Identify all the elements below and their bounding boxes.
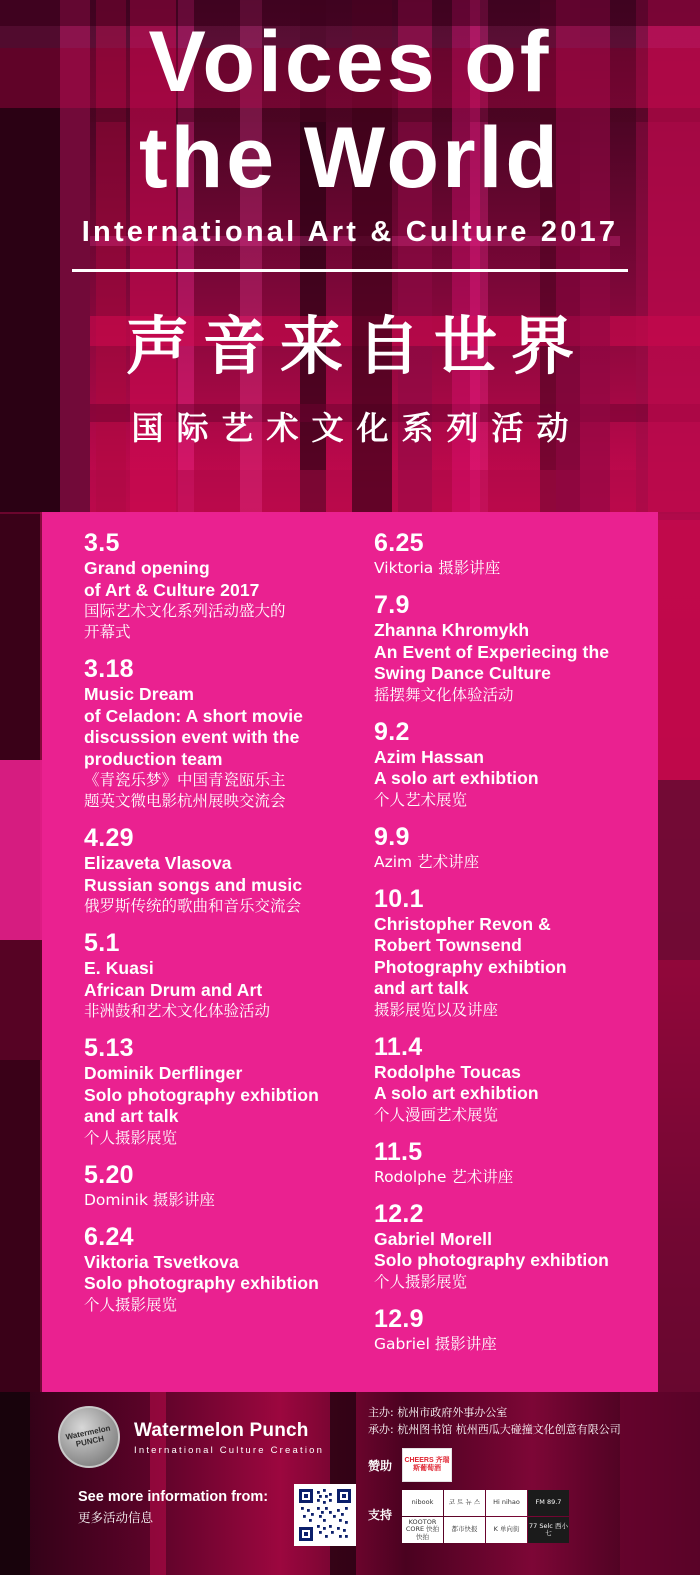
- event-title-en: Elizaveta Vlasova: [84, 853, 232, 873]
- schedule-event: [374, 717, 640, 811]
- event-date: 4.29: [84, 824, 134, 852]
- event-title-en: Grand opening: [84, 558, 210, 578]
- event-title-cn: 俄罗斯传统的歌曲和音乐交流会: [84, 897, 302, 915]
- event-title-cn: 个人摄影展览: [84, 1128, 178, 1147]
- event-title-cn: Azim 艺术讲座: [374, 852, 480, 871]
- event-title-en: Swing Dance Culture: [374, 663, 551, 683]
- support-logo: FM 89.7: [528, 1490, 569, 1516]
- event-title-en: E. Kuasi: [84, 958, 154, 978]
- qr-code-icon: [297, 1487, 353, 1543]
- event-title-cn: 开幕式: [84, 623, 131, 641]
- event-date: 3.5: [84, 529, 120, 557]
- see-more-en: See more information from:: [78, 1489, 269, 1505]
- support-logo: Hi nihao: [486, 1490, 527, 1516]
- event-title-en: Azim Hassan: [374, 746, 485, 767]
- brand-tagline: International Culture Creation: [134, 1445, 325, 1456]
- schedule-event: [84, 1033, 330, 1149]
- footer-credits-block: [368, 1404, 688, 1543]
- event-title-en: production team: [84, 748, 223, 769]
- event-date: 6.24: [84, 1222, 134, 1251]
- event-title-en: Dominik Derflinger: [84, 1063, 243, 1083]
- event-title-en: A solo art exhibtion: [374, 1083, 539, 1103]
- watermelon-punch-logo-icon: [58, 1406, 120, 1468]
- event-title-en: Photography exhibtion: [374, 956, 567, 977]
- sponsor-row: [368, 1448, 688, 1482]
- support-logo-grid: [402, 1490, 569, 1543]
- event-date: 12.9: [374, 1304, 424, 1333]
- sponsor-logo-cheers: [402, 1448, 452, 1482]
- event-date: 5.20: [84, 1160, 134, 1189]
- support-logo: K 单向街: [486, 1517, 527, 1543]
- bg-band: [658, 780, 700, 960]
- event-title-en: discussion event with the: [84, 727, 300, 747]
- schedule-event: [84, 1160, 330, 1211]
- event-title-cn: Rodolphe 艺术讲座: [374, 1167, 514, 1186]
- schedule-column-right: [350, 512, 658, 1392]
- event-title-cn: 个人漫画艺术展览: [374, 1105, 499, 1124]
- event-title-cn: 《青瓷乐梦》中国青瓷瓯乐主: [84, 771, 286, 789]
- poster-title-cn: 声音来自世界: [126, 310, 588, 383]
- schedule-panel: [42, 512, 658, 1392]
- schedule-event: [84, 1222, 330, 1316]
- event-title-cn: 题英文微电影杭州展映交流会: [84, 792, 286, 810]
- schedule-event: [374, 528, 640, 579]
- event-title-cn: Dominik 摄影讲座: [84, 1190, 215, 1209]
- event-title-en: and art talk: [374, 978, 469, 998]
- event-title-cn: Viktoria 摄影讲座: [374, 559, 501, 577]
- event-title-en: Robert Townsend: [374, 935, 522, 955]
- event-title-en: Solo photography exhibtion: [84, 1084, 319, 1105]
- support-label: 支持: [368, 1508, 393, 1522]
- bg-band: [0, 940, 42, 1060]
- schedule-event: [374, 1199, 640, 1293]
- footer-stripe: [0, 1392, 30, 1575]
- schedule-event: [374, 1032, 640, 1126]
- event-date: 6.25: [374, 529, 424, 557]
- schedule-column-left: [42, 512, 350, 1392]
- divider-rule: [72, 269, 628, 272]
- poster-title-line1: Voices of: [148, 14, 552, 110]
- support-logo: 77 Selc 西小七: [528, 1517, 569, 1543]
- sponsor-label: 赞助: [368, 1458, 393, 1473]
- qr-code[interactable]: [294, 1484, 356, 1546]
- schedule-event: [374, 884, 640, 1021]
- bg-band: [0, 760, 42, 940]
- event-title-en: An Event of Experiecing the: [374, 641, 610, 662]
- schedule-event: [84, 823, 330, 917]
- schedule-event: [374, 1137, 640, 1188]
- support-row: [368, 1490, 688, 1543]
- event-date: 11.4: [374, 1032, 423, 1061]
- event-title-en: A solo art exhibtion: [374, 768, 539, 788]
- event-title-cn: 摇摆舞文化体验活动: [374, 685, 514, 704]
- schedule-event: [374, 1304, 640, 1355]
- event-title-en: Zhanna Khromykh: [374, 620, 530, 640]
- event-date: 12.2: [374, 1199, 424, 1228]
- logo-badge-text: Watermelon PUNCH: [64, 1423, 112, 1449]
- support-logo: 都市快报: [444, 1517, 485, 1543]
- see-more-cn: 更多活动信息: [78, 1510, 154, 1525]
- see-more-block: [78, 1488, 278, 1526]
- support-logo: nibook: [402, 1490, 443, 1516]
- host-line: 承办: 杭州图书馆 杭州西瓜大碰撞文化创意有限公司: [368, 1423, 621, 1436]
- event-date: 9.9: [374, 822, 410, 851]
- event-title-en: Gabriel Morell: [374, 1228, 493, 1249]
- event-title-en: Christopher Revon &: [374, 913, 551, 934]
- support-logo: 코 트 뉴 스: [444, 1490, 485, 1516]
- event-title-en: Solo photography exhibtion: [374, 1250, 609, 1270]
- schedule-event: [374, 822, 640, 873]
- event-title-en: African Drum and Art: [84, 979, 263, 1000]
- support-logo: KOOTOR CORE 快拍快拍: [402, 1517, 443, 1543]
- poster-footer: [0, 1392, 700, 1575]
- event-title-en: and art talk: [84, 1106, 179, 1126]
- schedule-event: [84, 928, 330, 1022]
- event-title-cn: 个人艺术展览: [374, 790, 468, 809]
- event-title-en: Music Dream: [84, 684, 195, 704]
- event-date: 10.1: [374, 884, 424, 913]
- brand-block: [134, 1420, 324, 1456]
- poster-header: [0, 0, 700, 512]
- event-title-cn: 个人摄影展览: [374, 1272, 468, 1291]
- poster-subtitle-cn: 国际艺术文化系列活动: [131, 409, 582, 447]
- poster-subtitle-en: International Art & Culture 2017: [81, 216, 619, 248]
- event-title-en: of Art & Culture 2017: [84, 579, 260, 600]
- schedule-event: [84, 528, 330, 643]
- event-date: 11.5: [374, 1137, 423, 1166]
- poster-title-line2: the World: [139, 110, 561, 206]
- event-title-cn: 个人摄影展览: [84, 1295, 178, 1314]
- schedule-event: [374, 590, 640, 706]
- event-title-en: Russian songs and music: [84, 874, 303, 895]
- schedule-event: [84, 654, 330, 812]
- event-title-en: Rodolphe Toucas: [374, 1061, 522, 1082]
- brand-name: Watermelon Punch: [134, 1420, 309, 1441]
- event-title-cn: 国际艺术文化系列活动盛大的: [84, 602, 286, 620]
- event-date: 5.13: [84, 1034, 134, 1062]
- event-title-en: of Celadon: A short movie: [84, 705, 303, 726]
- bg-band: [658, 520, 700, 780]
- event-date: 5.1: [84, 929, 120, 957]
- event-date: 3.18: [84, 655, 134, 683]
- event-title-en: Solo photography exhibtion: [84, 1273, 319, 1293]
- sponsor-logo-text: CHEERS 齐瑞斯葡萄酒: [404, 1457, 450, 1472]
- event-date: 7.9: [374, 591, 410, 619]
- event-title-cn: 摄影展览以及讲座: [374, 1000, 499, 1019]
- event-date: 9.2: [374, 717, 410, 746]
- event-title-cn: 非洲鼓和艺术文化体验活动: [84, 1002, 271, 1020]
- organizer-line: 主办: 杭州市政府外事办公室: [368, 1406, 508, 1419]
- event-title-cn: Gabriel 摄影讲座: [374, 1334, 497, 1353]
- event-title-en: Viktoria Tsvetkova: [84, 1251, 239, 1272]
